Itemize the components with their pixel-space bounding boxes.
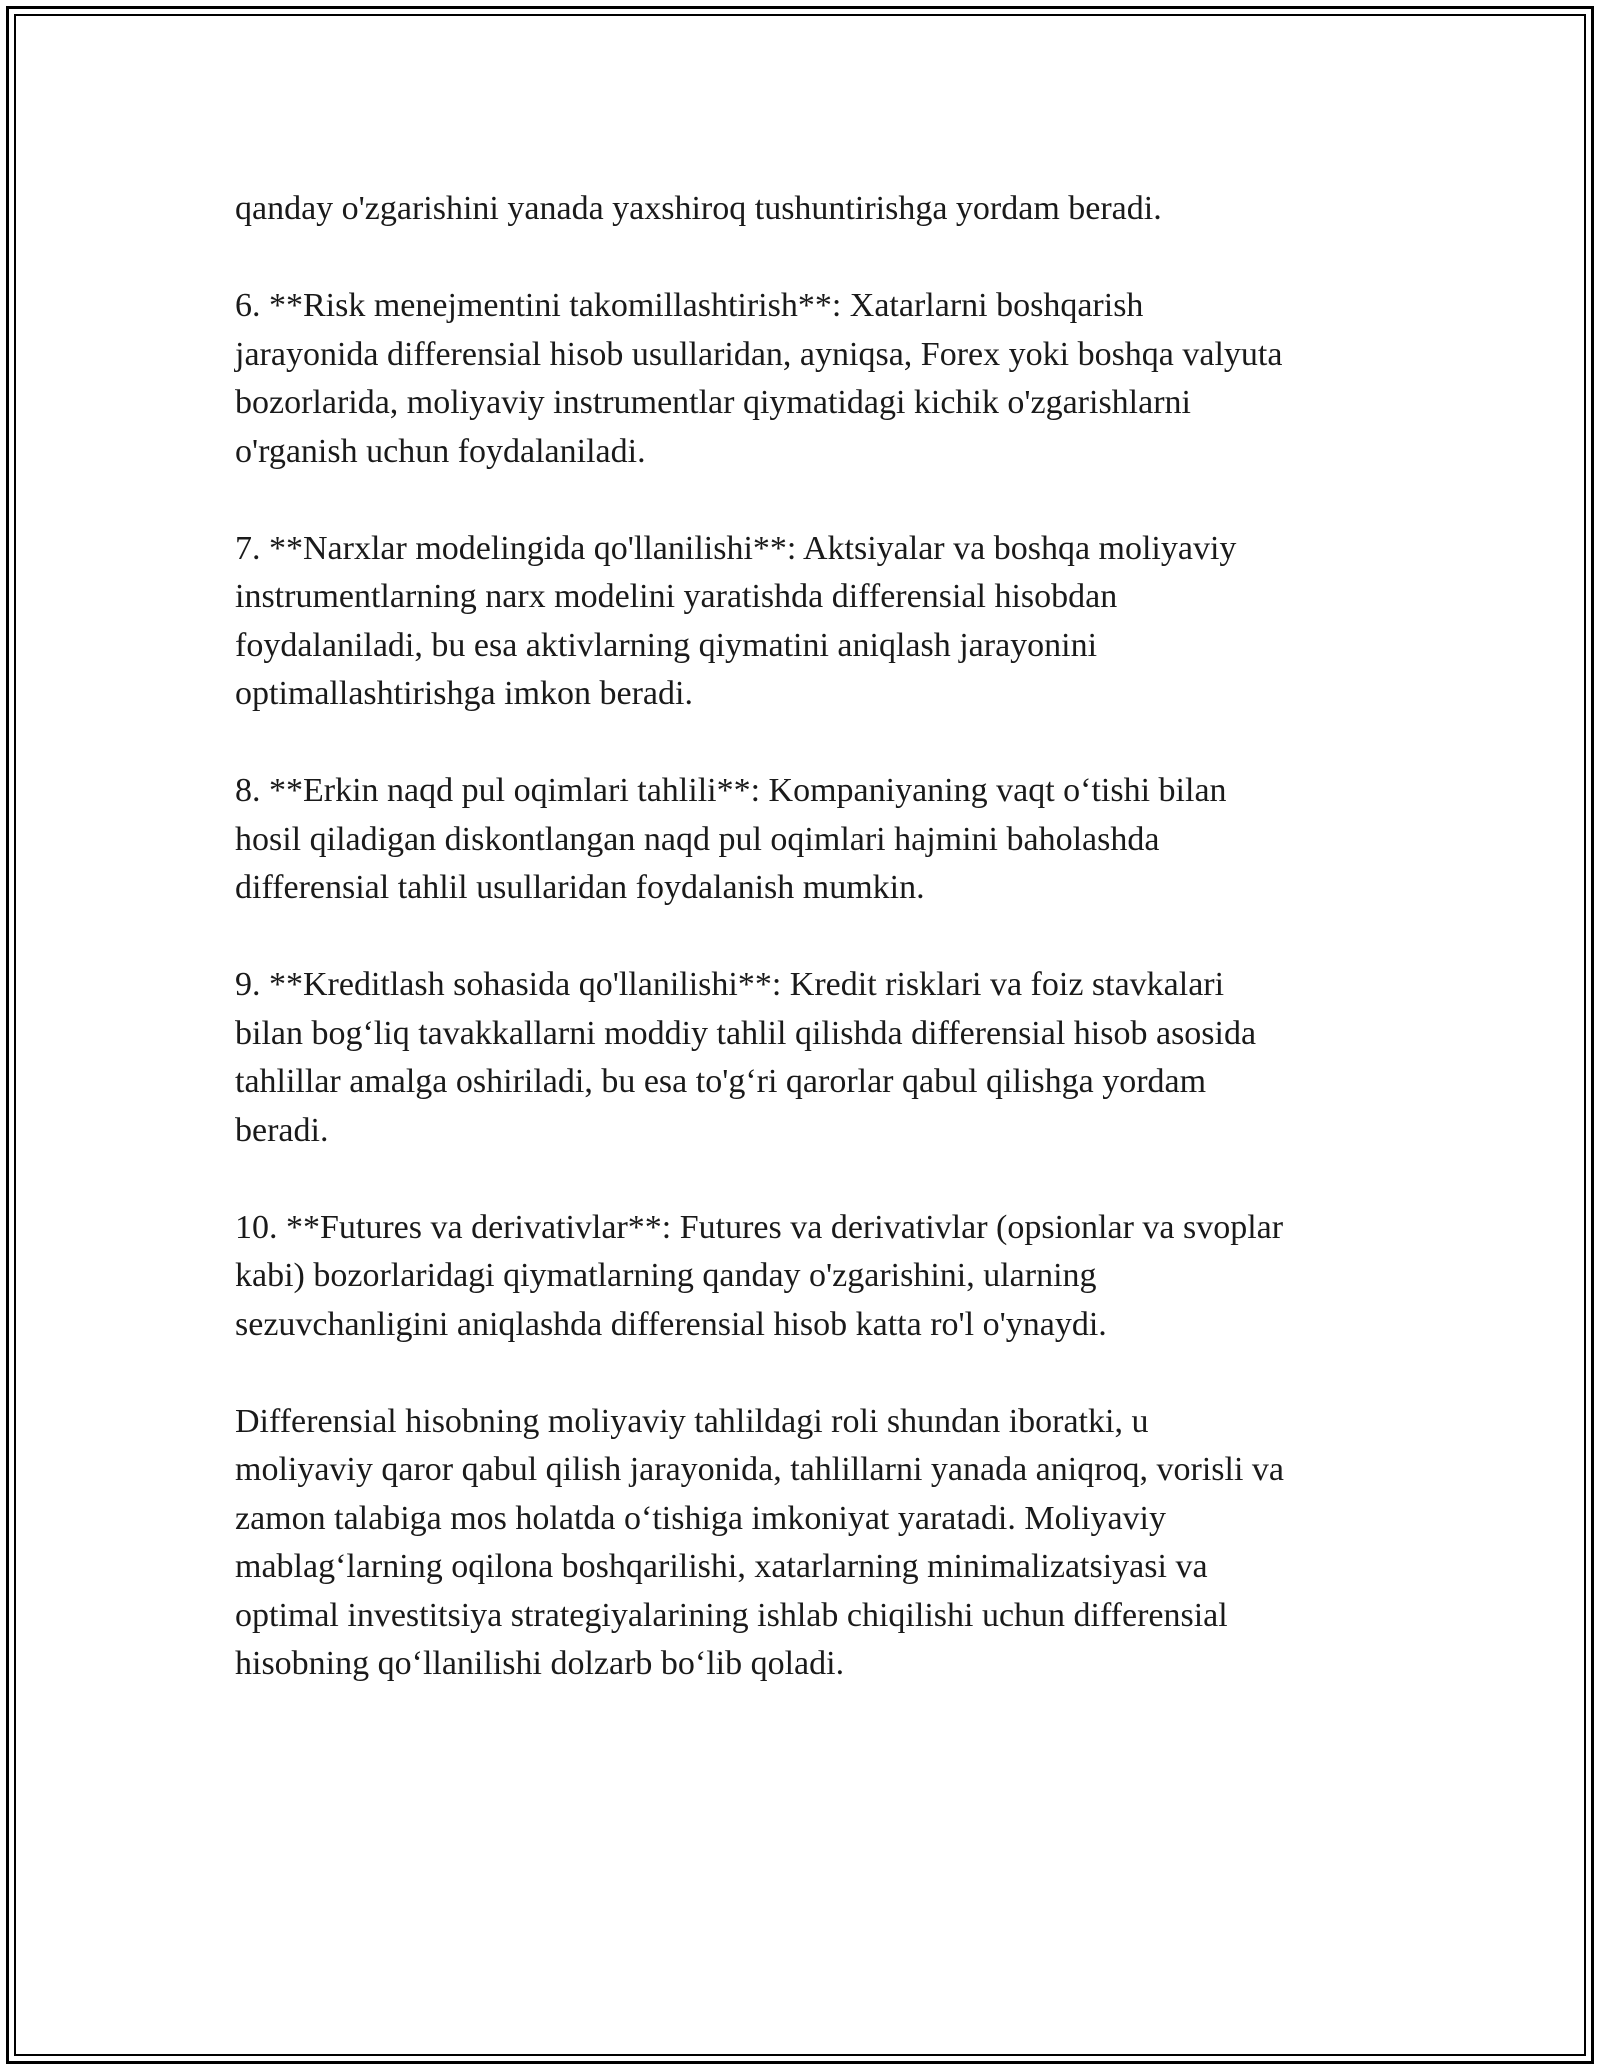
line: tahlillar amalga oshiriladi, bu esa to'g‘ri qarorlar qabul qilishga yordam [235,1063,1207,1100]
line: mablag‘larning oqilona boshqarilishi, xatarlarning minimalizatsiyasi va [235,1548,1208,1585]
line: sezuvchanligini aniqlashda differensial hisob katta ro'l o'ynaydi. [235,1305,1107,1343]
line: moliyaviy qaror qabul qilish jarayonida, tahlillarni yanada aniqroq, vorisli va [235,1451,1285,1488]
line: Differensial hisobning moliyaviy tahlildagi roli shundan iboratki, u [235,1402,1149,1440]
paragraph-continuation [235,185,1375,234]
line: qanday o'zgarishini yanada yaxshiroq tushuntirishga yordam beradi. [235,190,1162,227]
paragraph-item-7 [235,525,1375,719]
line: o'rganish uchun foydalaniladi. [235,432,646,470]
line: hisobning qo‘llanilishi dolzarb bo‘lib qoladi. [235,1645,845,1682]
line: bozorlarida, moliyaviy instrumentlar qiymatidagi kichik o'zgarishlarni [235,384,1191,421]
paragraph-conclusion [235,1398,1375,1689]
line: differensial tahlil usullaridan foydalanish mumkin. [235,869,925,906]
line: 9. **Kreditlash sohasida qo'llanilishi**: Kredit risklari va foiz stavkalari [235,966,1225,1003]
line: 6. **Risk menejmentini takomillashtirish**: Xatarlarni boshqarish [235,287,1144,324]
paragraph-item-6 [235,282,1375,476]
line: optimallashtirishga imkon beradi. [235,675,693,712]
paragraph-item-8 [235,767,1375,913]
line: hosil qiladigan diskontlangan naqd pul oqimlari hajmini baholashda [235,820,1160,858]
line: 8. **Erkin naqd pul oqimlari tahlili**: Kompaniyaning vaqt o‘tishi bilan [235,772,1227,809]
line: bilan bog‘liq tavakkallarni moddiy tahlil qilishda differensial hisob asosida [235,1014,1257,1052]
line: 7. **Narxlar modelingida qo'llanilishi**: Aktsiyalar va boshqa moliyaviy [235,529,1237,567]
line: beradi. [235,1111,329,1149]
line: kabi) bozorlaridagi qiymatlarning qanday o'zgarishini, ularning [235,1257,1097,1294]
paragraph-item-9 [235,961,1375,1155]
line: zamon talabiga mos holatda o‘tishiga imkoniyat yaratadi. Moliyaviy [235,1499,1166,1537]
line: foydalaniladi, bu esa aktivlarning qiymatini aniqlash jarayonini [235,626,1098,664]
line: jarayonida differensial hisob usullaridan, ayniqsa, Forex yoki boshqa valyuta [235,335,1283,373]
document-body [235,185,1375,1689]
line: 10. **Futures va derivativlar**: Futures va derivativlar (opsionlar va svoplar [235,1208,1284,1246]
paragraph-item-10 [235,1204,1375,1350]
line: optimal investitsiya strategiyalarining ishlab chiqilishi uchun differensial [235,1596,1228,1634]
line: instrumentlarning narx modelini yaratishda differensial hisobdan [235,578,1118,615]
